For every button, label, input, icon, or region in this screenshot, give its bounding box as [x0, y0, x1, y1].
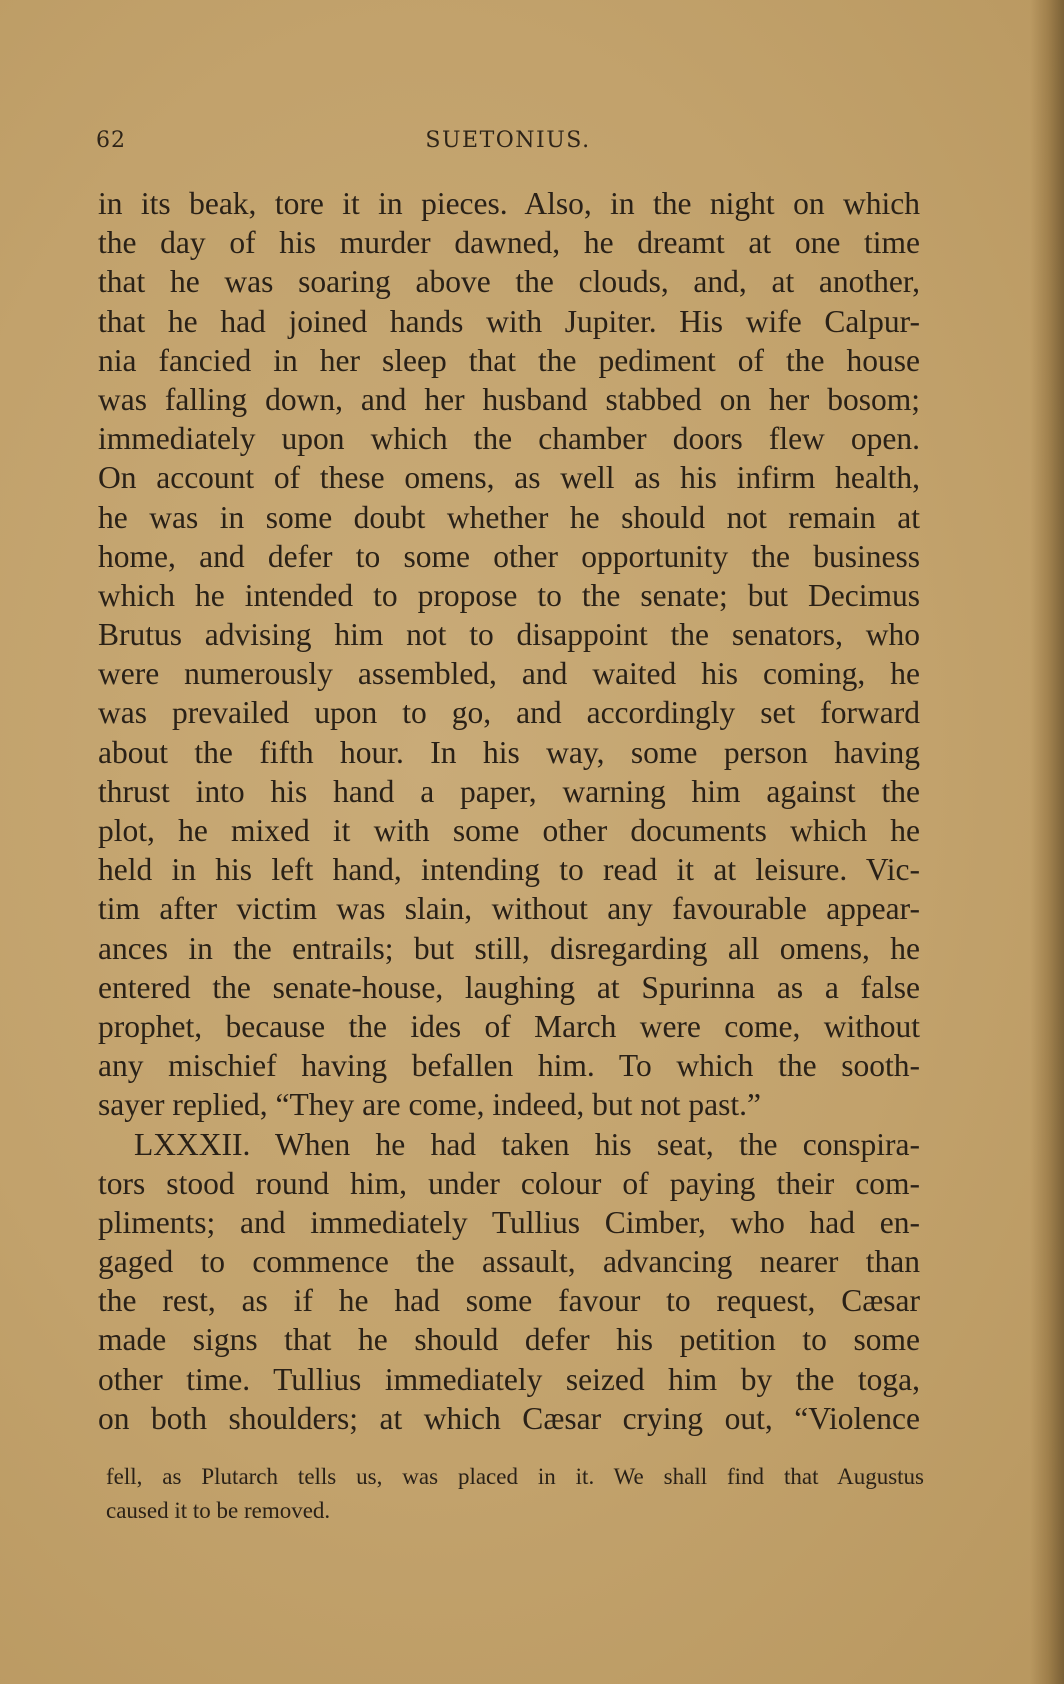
text-line: any mischief having befallen him. To which the sooth-: [98, 1048, 920, 1084]
text-line: Brutus advising him not to disappoint the senators, who: [98, 617, 920, 653]
text-line: were numerously assembled, and waited his coming, he: [98, 656, 920, 692]
running-head: [96, 124, 920, 158]
text-line: ances in the entrails; but still, disregarding all omens, he: [98, 930, 920, 966]
text-line: was falling down, and her husband stabbed on her bosom;: [98, 381, 920, 417]
footnote-line: fell, as Plutarch tells us, was placed in it. We shall find that Augustus: [106, 1464, 924, 1489]
text-line: nia fancied in her sleep that the pediment of the house: [98, 342, 920, 378]
text-line: prophet, because the ides of March were come, without: [98, 1008, 920, 1044]
text-line: pliments; and immediately Tullius Cimber, who had en-: [98, 1204, 920, 1240]
text-line: tim after victim was slain, without any favourable appear-: [98, 891, 920, 927]
text-line: held in his left hand, intending to read it at leisure. Vic-: [98, 852, 920, 888]
body-text: [98, 184, 920, 1438]
text-line: was prevailed upon to go, and accordingly set forward: [98, 695, 920, 731]
running-title: SUETONIUS.: [425, 128, 591, 153]
text-line: thrust into his hand a paper, warning him against the: [98, 773, 920, 809]
text-line: plot, he mixed it with some other documents which he: [98, 813, 920, 848]
text-line: which he intended to propose to the senate; but Decimus: [98, 577, 920, 613]
text-line: he was in some doubt whether he should not remain at: [98, 499, 920, 535]
footnote: [106, 1460, 924, 1528]
text-line: other time. Tullius immediately seized him by the toga,: [98, 1361, 920, 1397]
text-line: the rest, as if he had some favour to request, Cæsar: [98, 1283, 920, 1319]
chapter-start-line: LXXXII. When he had taken his seat, the conspira-: [134, 1126, 920, 1162]
footnote-line: caused it to be removed.: [106, 1498, 331, 1523]
page-number: 62: [96, 128, 126, 153]
text-line: home, and defer to some other opportunity the business: [98, 538, 920, 574]
text-line: about the fifth hour. In his way, some person having: [98, 734, 920, 770]
text-line: on both shoulders; at which Cæsar crying out, “Violence: [98, 1400, 920, 1436]
text-line: that he had joined hands with Jupiter. His wife Calpur-: [98, 303, 920, 339]
text-line: immediately upon which the chamber doors flew open.: [98, 421, 920, 457]
text-line: that he was soaring above the clouds, and, at another,: [98, 264, 920, 300]
text-line: entered the senate-house, laughing at Spurinna as a false: [98, 969, 920, 1005]
text-line: the day of his murder dawned, he dreamt at one time: [98, 225, 920, 261]
text-line: On account of these omens, as well as his infirm health,: [98, 460, 920, 496]
text-line: tors stood round him, under colour of paying their com-: [98, 1165, 920, 1201]
text-line: in its beak, tore it in pieces. Also, in the night on which: [98, 186, 920, 221]
text-line: gaged to commence the assault, advancing nearer than: [98, 1244, 920, 1280]
text-line: sayer replied, “They are come, indeed, but not past.”: [98, 1087, 761, 1123]
text-line: made signs that he should defer his petition to some: [98, 1322, 920, 1358]
